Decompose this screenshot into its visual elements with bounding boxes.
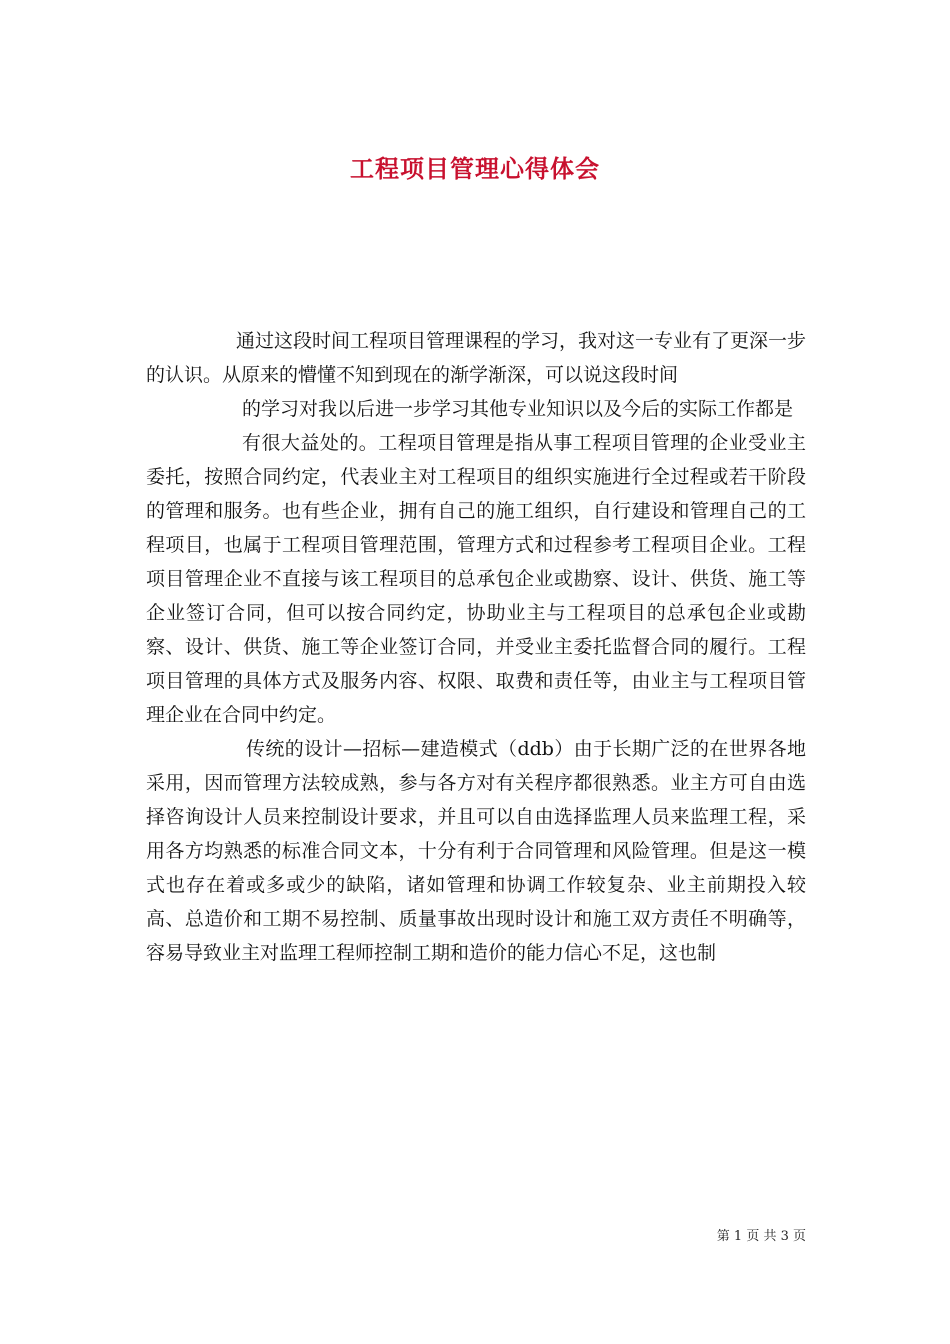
paragraph-2: 的学习对我以后进一步学习其他专业知识以及今后的实际工作都是 <box>242 398 794 420</box>
paragraph-1: 通过这段时间工程项目管理课程的学习，我对这一专业有了更深一步的认识。从原来的懵懂不知到现在的渐学渐深，可以说这段时间 <box>146 330 807 386</box>
paragraph-3: 有很大益处的。工程项目管理是指从事工程项目管理的企业受业主委托，按照合同约定，代表业主对工程项目的组织实施进行全过程或若干阶段的管理和服务。也有些企业，拥有自己的施工组织，自行建设和管理自己的工程项目，也属于工程项目管理范围，管理方式和过程参考工程项目企业。工程项目管理企业不直接与该工程项目的总承包企业或勘察、设计、供货、施工等企业签订合同，但可以按合同约定，协助业主与工程项目的总承包企业或勘察、设计、供货、施工等企业签订合同，并受业主委托监督合同的履行。工程项目管理的具体方式及服务内容、权限、取费和责任等，由业主与工程项目管理企业在合同中约定。 <box>146 432 806 726</box>
document-body <box>146 324 806 970</box>
document-title: 工程项目管理心得体会 <box>350 154 600 184</box>
paragraph-4: 传统的设计—招标—建造模式（ddb）由于长期广泛的在世界各地采用，因而管理方法较成熟，参与各方对有关程序都很熟悉。业主方可自由选择咨询设计人员来控制设计要求，并且可以自由选择监理人员来监理工程，采用各方均熟悉的标准合同文本，十分有利于合同管理和风险管理。但是这一模式也存在着或多或少的缺陷，诸如管理和协调工作较复杂、业主前期投入较高、总造价和工期不易控制、质量事故出现时设计和施工双方责任不明确等，容易导致业主对监理工程师控制工期和造价的能力信心不足，这也制 <box>146 738 806 964</box>
page-number: 第 1 页 共 3 页 <box>716 1229 806 1244</box>
